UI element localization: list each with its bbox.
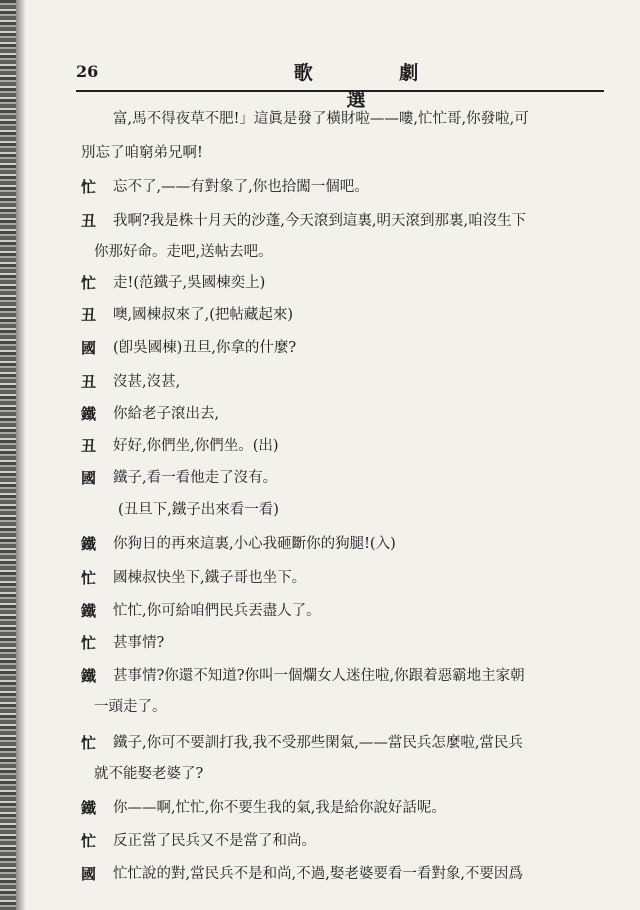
line-text: 一頭走了。: [94, 699, 167, 715]
speaker-label: 丑: [81, 306, 97, 324]
speaker-label: 鐵: [81, 799, 97, 817]
speaker-label: 國: [81, 865, 97, 883]
speaker-label: 忙: [81, 734, 97, 752]
speaker-label: 鐵: [81, 535, 97, 553]
line-text: 甚事情?你還不知道?你叫一個爛女人迷住啦,你跟着惡霸地主家朝: [113, 668, 525, 684]
line-text: 走!(范鐵子,吳國棟奕上): [113, 275, 266, 291]
binding-edge: [0, 0, 16, 910]
speaker-label: 忙: [81, 832, 97, 850]
line-text: 忙忙說的對,當民兵不是和尚,不過,娶老婆要看一看對象,不要因爲: [113, 866, 523, 882]
line-text: 國棟叔快坐下,鐵子哥也坐下。: [113, 570, 307, 586]
line-text: 沒甚,沒甚,: [113, 374, 181, 390]
speaker-label: 國: [81, 339, 97, 357]
page-header: [76, 58, 604, 111]
page-number: 26: [76, 62, 99, 81]
speaker-label: 忙: [81, 274, 97, 292]
speaker-label: 忙: [81, 178, 97, 196]
line-text: 我啊?我是株十月天的沙蓬,今天滾到這裏,明天滾到那裏,咱沒生下: [113, 213, 527, 229]
line-text: 你那好命。走吧,送帖去吧。: [94, 244, 273, 260]
speaker-label: 丑: [81, 212, 97, 230]
speaker-label: 鐵: [81, 602, 97, 620]
speaker-label: 丑: [81, 373, 97, 391]
speaker-label: 鐵: [81, 667, 97, 685]
line-text: 鐵子,看一看他走了沒有。: [113, 470, 278, 486]
binding-shadow: [16, 0, 26, 910]
line-text: 忙忙,你可給咱們民兵丟盡人了。: [113, 603, 321, 619]
line-text: 富,馬不得夜草不肥!」這眞是發了橫財啦——嘍,忙忙哥,你發啦,可: [113, 111, 529, 127]
line-text: 你狗日的再來這裏,小心我砸斷你的狗腿!(入): [113, 536, 396, 552]
line-text: 你——啊,忙忙,你不要生我的氣,我是給你說好話呢。: [113, 800, 446, 816]
speaker-label: 忙: [81, 569, 97, 587]
line-text: 好好,你們坐,你們坐。(出): [113, 438, 279, 454]
line-text: 反正當了民兵又不是當了和尚。: [113, 833, 316, 849]
speaker-label: 丑: [81, 437, 97, 455]
speaker-label: 鐵: [81, 405, 97, 423]
line-text: 就不能娶老婆了?: [94, 766, 204, 782]
line-text: (卽吳國棟)丑旦,你拿的什麼?: [113, 340, 297, 356]
line-text: 鐵子,你可不要訓打我,我不受那些閑氣,——當民兵怎麼啦,當民兵: [113, 735, 523, 751]
line-text: 忘不了,——有對象了,你也拾闖一個吧。: [113, 179, 369, 195]
speaker-label: 忙: [81, 634, 97, 652]
line-text: 你給老子滾出去,: [113, 406, 220, 422]
line-text: (丑旦下,鐵子出來看一看): [118, 502, 279, 518]
header-rule: [76, 90, 604, 92]
line-text: 別忘了咱窮弟兄啊!: [81, 145, 203, 161]
running-title: 歌 劇 選: [293, 62, 459, 111]
speaker-label: 國: [81, 469, 97, 487]
line-text: 甚事情?: [113, 635, 165, 651]
line-text: 噢,國棟叔來了,(把帖藏起來): [113, 307, 294, 323]
